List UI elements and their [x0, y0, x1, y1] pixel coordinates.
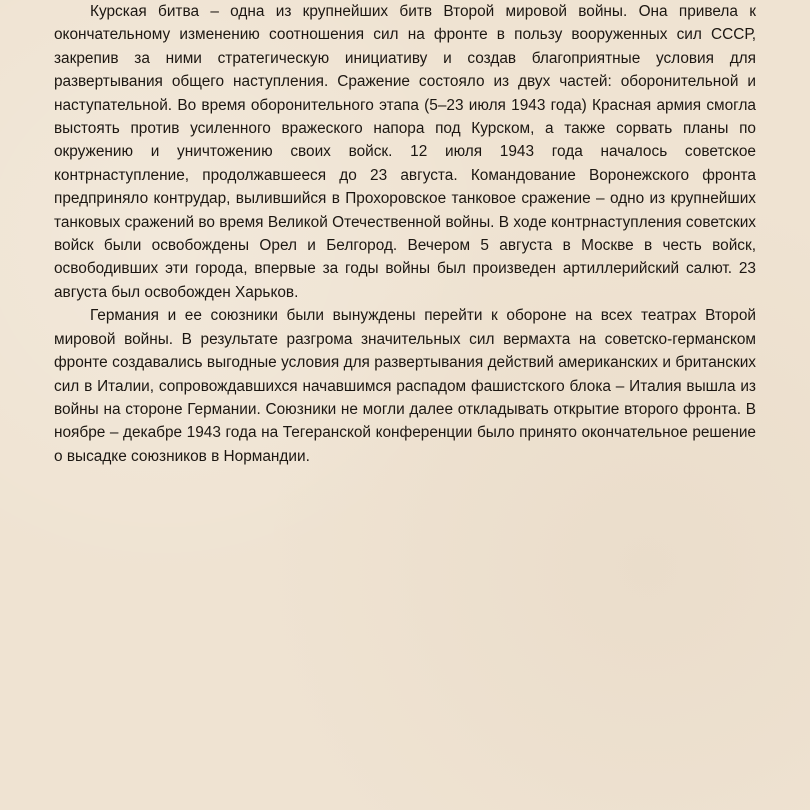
document-page — [54, 0, 756, 468]
paragraph-kursk-battle: Курская битва – одна из крупнейших битв Второй мировой войны. Она привела к окончательному изменению соотношения сил на фронте в пользу вооруженных сил СССР, закрепив за ними стратегическую инициативу и создав благоприятные условия для развертывания общего наступления. Сражение состояло из двух частей: оборонительной и наступательной. Во время оборонительного этапа (5–23 июля 1943 года) Красная армия смогла выстоять против усиленного вражеского напора под Курском, а также сорвать планы по окружению и уничтожению своих войск. 12 июля 1943 года началось советское контрнаступление, продолжавшееся до 23 августа. Командование Воронежского фронта предприняло контрудар, вылившийся в Прохоровское танковое сражение – одно из крупнейших танковых сражений во время Великой Отечественной войны. В ходе контрнаступления советских войск были освобождены Орел и Белгород. Вечером 5 августа в Москве в честь войск, освободивших эти города, впервые за годы войны был произведен артиллерийский салют. 23 августа был освобожден Харьков. — [54, 3, 756, 301]
paragraph-allies-consequences: Германия и ее союзники были вынуждены перейти к обороне на всех театрах Второй мировой войны. В результате разгрома значительных сил вермахта на советско-германском фронте создавались выгодные условия для развертывания действий американских и британских сил в Италии, сопровождавшихся начавшимся распадом фашистского блока – Италия вышла из войны на стороне Германии. Союзники не могли далее откладывать открытие второго фронта. В ноябре – декабре 1943 года на Тегеранской конференции было принято окончательное решение о высадке союзников в Нормандии. — [54, 307, 756, 465]
